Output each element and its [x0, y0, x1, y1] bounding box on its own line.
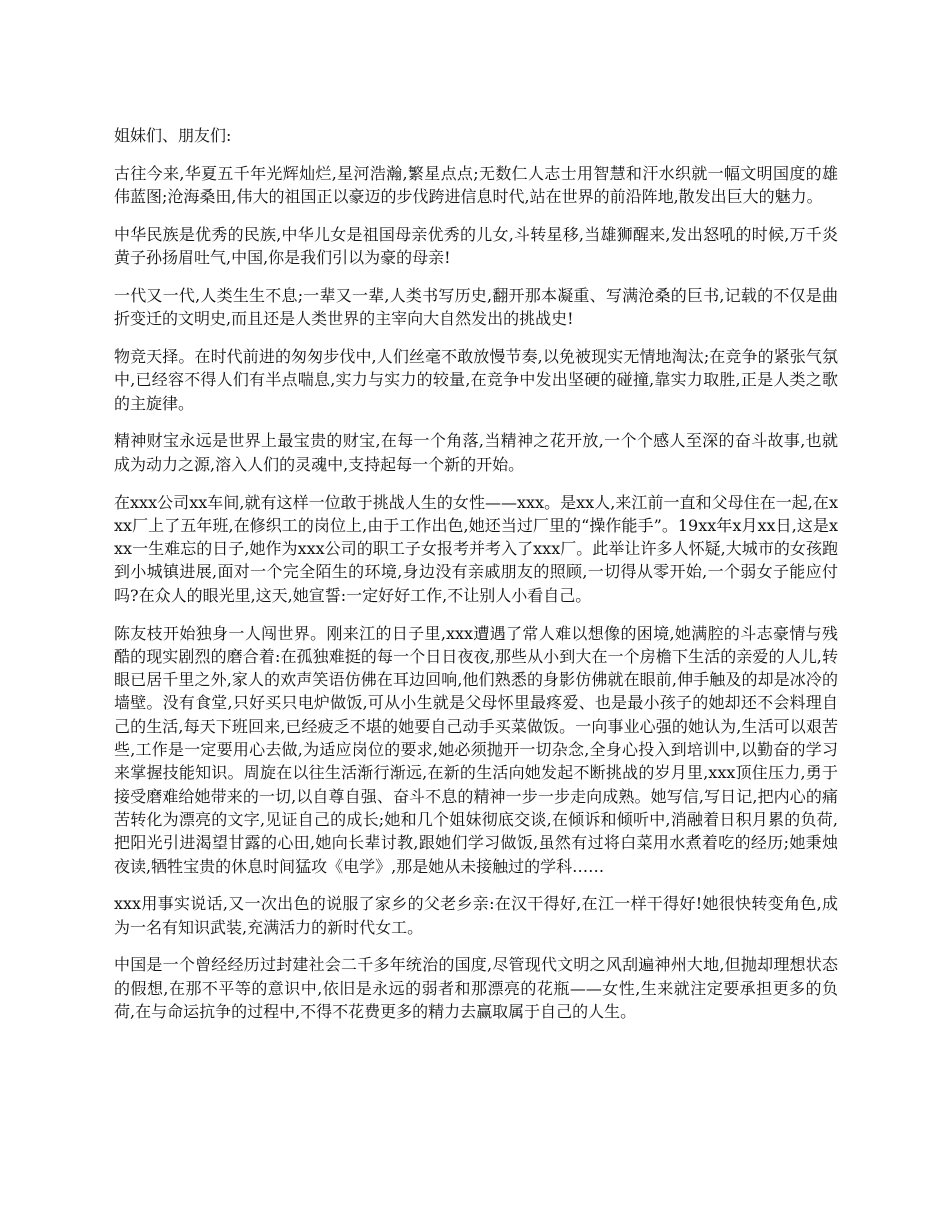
salutation: 姐妹们、朋友们:	[114, 126, 232, 145]
paragraph-6: 在xxx公司xx车间,就有这样一位敢于挑战人生的女性——xxx。是xx人,来江前一直和父母住在一起,在xxx厂上了五年班,在修织工的岗位上,由于工作出色,她还当过厂里的“操作能手”。19xx年x月xx日,这是xxx一生难忘的日子,她作为xxx公司的职工子女报考并考入了xxx厂。此举让许多人怀疑,大城市的女孩跑到小城镇进展,面对一个完全陌生的环境,身边没有亲戚朋友的照顾,一切得从零开始,一个弱女子能应付吗?在众人的眼光里,这天,她宣誓:一定好好工作,不让别人小看自己。	[114, 492, 838, 605]
paragraph-2: 中华民族是优秀的民族,中华儿女是祖国母亲优秀的儿女,斗转星移,当雄狮醒来,发出怒吼的时候,万千炎黄子孙扬眉吐气,中国,你是我们引以为豪的母亲!	[114, 224, 838, 268]
paragraph-7: 陈友枝开始独身一人闯世界。刚来江的日子里,xxx遭遇了常人难以想像的困境,她满腔的斗志豪情与残酷的现实剧烈的磨合着:在孤独难挺的每一个日日夜夜,那些从小到大在一个房檐下生活的亲爱的人儿,转眼已居千里之外,家人的欢声笑语仿佛在耳边回响,他们熟悉的身影仿佛就在眼前,伸手触及的却是冰冷的墙壁。没有食堂,只好买只电炉做饭,可从小生就是父母怀里最疼爱、也是最小孩子的她却还不会料理自己的生活,每天下班回来,已经疲乏不堪的她要自己动手买菜做饭。一向事业心强的她认为,生活可以艰苦些,工作是一定要用心去做,为适应岗位的要求,她必须抛开一切杂念,全身心投入到培训中,以勤奋的学习来掌握技能知识。周旋在以往生活渐行渐远,在新的生活向她发起不断挑战的岁月里,xxx顶住压力,勇于接受磨难给她带来的一切,以自尊自强、奋斗不息的精神一步一步走向成熟。她写信,写日记,把内心的痛苦转化为漂亮的文字,见证自己的成长;她和几个姐妹彻底交谈,在倾诉和倾听中,消融着日积月累的负荷,把阳光引进渴望甘露的心田,她向长辈讨教,跟她们学习做饭,虽然有过将白菜用水煮着吃的经历;她秉烛夜读,牺牲宝贵的休息时间猛攻《电学》,那是她从未接触过的学科……	[114, 623, 838, 876]
paragraph-4: 物竞天择。在时代前进的匆匆步伐中,人们丝毫不敢放慢节奏,以免被现实无情地淘汰;在竞争的紧张气氛中,已经容不得人们有半点喘息,实力与实力的较量,在竞争中发出坚硬的碰撞,靠实力取胜,正是人类之歌的主旋律。	[114, 347, 838, 413]
paragraph-9: 中国是一个曾经经历过封建社会二千多年统治的国度,尽管现代文明之风刮遍神州大地,但抛却理想状态的假想,在那不平等的意识中,依旧是永远的弱者和那漂亮的花瓶——女性,生来就注定要承担更多的负荷,在与命运抗争的过程中,不得不花费更多的精力去赢取属于自己的人生。	[114, 955, 838, 1021]
paragraph-8: xxx用事实说话,又一次出色的说服了家乡的父老乡亲:在汉干得好,在江一样干得好!她很快转变角色,成为一名有知识武装,充满活力的新时代女工。	[114, 894, 838, 937]
paragraph-5: 精神财宝永远是世界上最宝贵的财宝,在每一个角落,当精神之花开放,一个个感人至深的奋斗故事,也就成为动力之源,溶入人们的灵魂中,支持起每一个新的开始。	[114, 431, 838, 474]
paragraph-1: 古往今来,华夏五千年光辉灿烂,星河浩瀚,繁星点点;无数仁人志士用智慧和汗水织就一幅文明国度的雄伟蓝图;沧海桑田,伟大的祖国正以豪迈的步伐跨进信息时代,站在世界的前沿阵地,散发出巨大的魅力。	[114, 163, 838, 207]
document-body	[114, 124, 838, 1038]
paragraph-3: 一代又一代,人类生生不息;一辈又一辈,人类书写历史,翻开那本凝重、写满沧桑的巨书,记载的不仅是曲折变迁的文明史,而且还是人类世界的主宰向大自然发出的挑战史!	[114, 285, 838, 329]
